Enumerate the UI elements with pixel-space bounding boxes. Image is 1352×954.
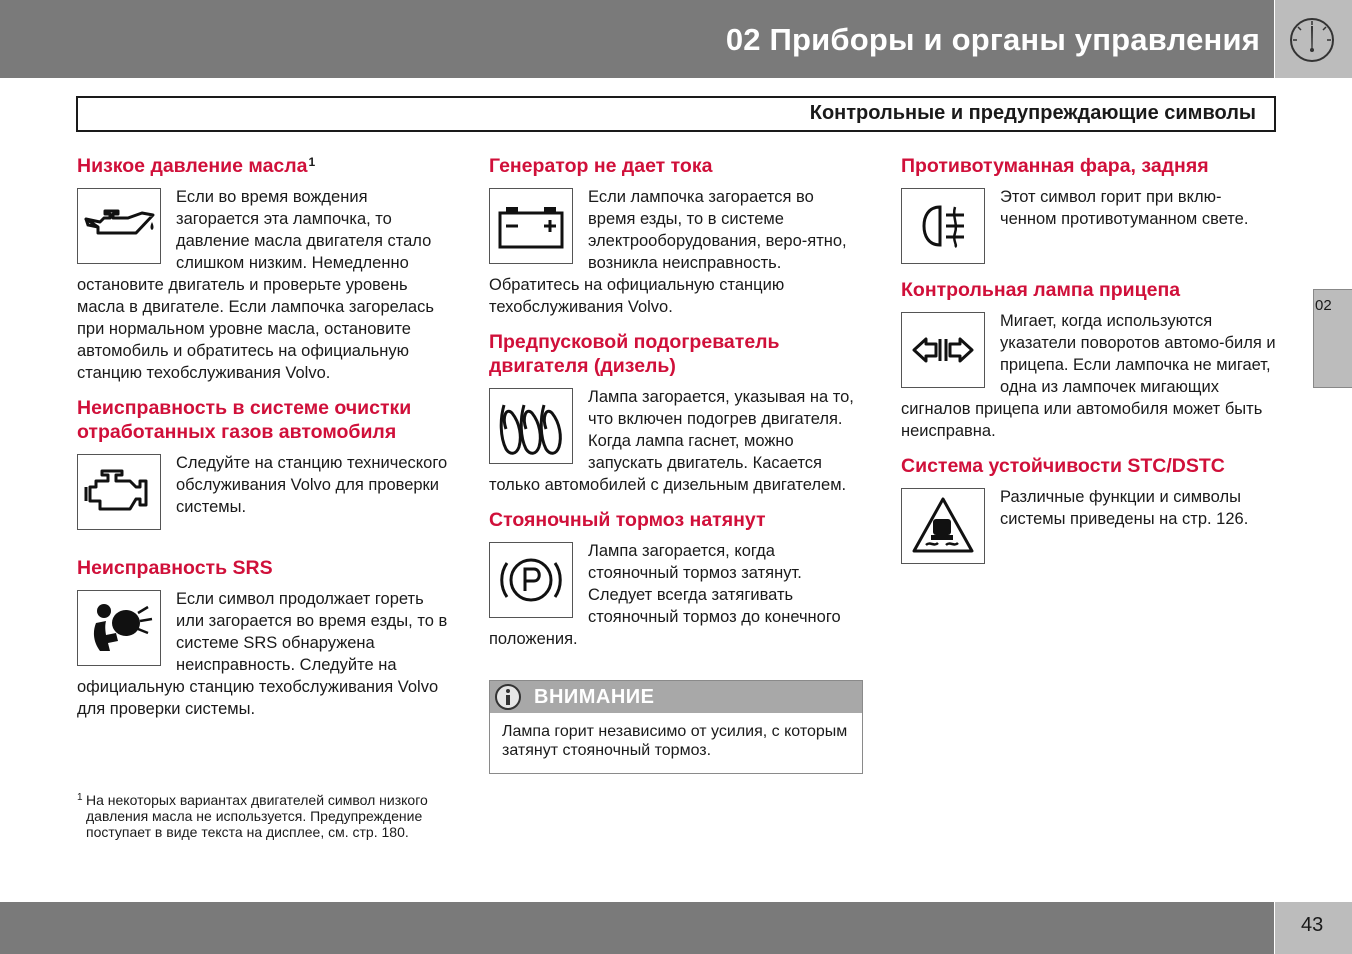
column-right [901,154,1277,578]
footnote-marker: 1 [308,155,316,169]
oil-pressure-heading: Низкое давление масла$^1$ [77,155,316,177]
rear-fog-light-icon [901,188,985,264]
preheater-text: Лампа загорается, указывая на то, что включен подогрев двигателя. Когда лампа гаснет, можно запускать двигатель. Касается только автомобилей с дизельным двигателем. [489,388,854,494]
chapter-side-tab-label: 02 [1315,297,1332,314]
engine-icon [77,454,161,530]
warning-text: Лампа горит независимо от усилия, с которым затянут стояночный тормоз. [502,723,848,759]
rear-fog-heading: Противотуманная фара, задняя [901,155,1209,177]
chapter-header-bar [0,0,1274,78]
battery-icon [489,188,573,264]
parking-brake-text: Лампа загорается, когда стояночный тормоз затянут. Следует всегда затягивать стояночный тормоз до конечного положения. [489,542,841,648]
airbag-icon [77,590,161,666]
rear-fog-section [901,186,1277,266]
section-title-bar [76,96,1276,132]
trailer-heading: Контрольная лампа прицепа [901,279,1181,301]
stability-heading: Система устойчивости STC/DSTC [901,455,1225,477]
trailer-section [901,310,1277,442]
footnote-number: 1 [77,792,83,803]
stability-text: Различные функции и символы системы приведены на стр. 126. [1000,488,1249,528]
rear-fog-text: Этот символ горит при вклю-ченном противотуманном свете. [1000,188,1249,228]
chapter-title: 02 Приборы и органы управления [725,22,1260,57]
section-title: Контрольные и предупреждающие символы [809,102,1256,124]
footnote-text: На некоторых вариантах двигателей символ низкого давления масла не используется. Предупреждение поступает в виде текста на дисплее, см. стр. 180. [86,792,428,840]
info-icon [493,683,523,711]
trailer-indicator-icon [901,312,985,388]
srs-section [77,588,451,720]
warning-header [490,681,862,713]
oil-pressure-text: Если во время вождения загорается эта лампочка, то давление масла двигателя стало слишком низким. Немедленно остановите двигатель и проверьте уровень масла в двигателе. Если лампочка загорелась при нормальном уровне масла, остановите автомобиль и обратитесь на официальную станцию техобслуживания Volvo. [77,188,434,382]
warning-title: ВНИМАНИЕ [534,686,655,708]
footnote [77,792,437,840]
glow-plug-icon [489,388,573,464]
warning-box [489,680,863,774]
preheater-heading: Предпусковой подогреватель двигателя (дизель) [489,331,780,377]
emission-heading: Неисправность в системе очистки отработанных газов автомобиля [77,397,412,443]
emission-section [77,452,451,532]
srs-heading: Неисправность SRS [77,557,273,579]
generator-text: Если лампочка загорается во время езды, то в системе электрооборудования, веро-ятно, возникла неисправность. Обратитесь на официальную станцию техобслуживания Volvo. [489,188,847,316]
trailer-text: Мигает, когда используются указатели поворотов автомо-биля и прицепа. Если лампочка не мигает, одна из лампочек мигающих сигналов прицепа или автомобиля может быть неисправна. [901,312,1276,440]
stability-control-icon [901,488,985,564]
preheater-section [489,386,863,496]
gauge-icon [1287,16,1339,64]
parking-brake-heading: Стояночный тормоз натянут [489,509,766,531]
column-middle [489,154,863,662]
chapter-icon-box [1275,0,1352,78]
chapter-side-tab [1313,289,1352,388]
generator-section [489,186,863,318]
oil-can-icon [77,188,161,264]
srs-text: Если символ продолжает гореть или загорается во время езды, то в системе SRS обнаружена неисправность. Следуйте на официальную станцию техобслуживания Volvo для проверки системы. [77,590,448,718]
page-number-box [1275,902,1352,954]
stability-section [901,486,1277,566]
emission-text: Следуйте на станцию технического обслуживания Volvo для проверки системы. [176,454,448,516]
footer-bar [0,902,1274,954]
parking-brake-icon [489,542,573,618]
oil-pressure-section [77,186,451,384]
parking-brake-section [489,540,863,650]
page-number: 43 [1301,914,1324,936]
generator-heading: Генератор не дает тока [489,155,713,177]
column-left [77,154,451,732]
